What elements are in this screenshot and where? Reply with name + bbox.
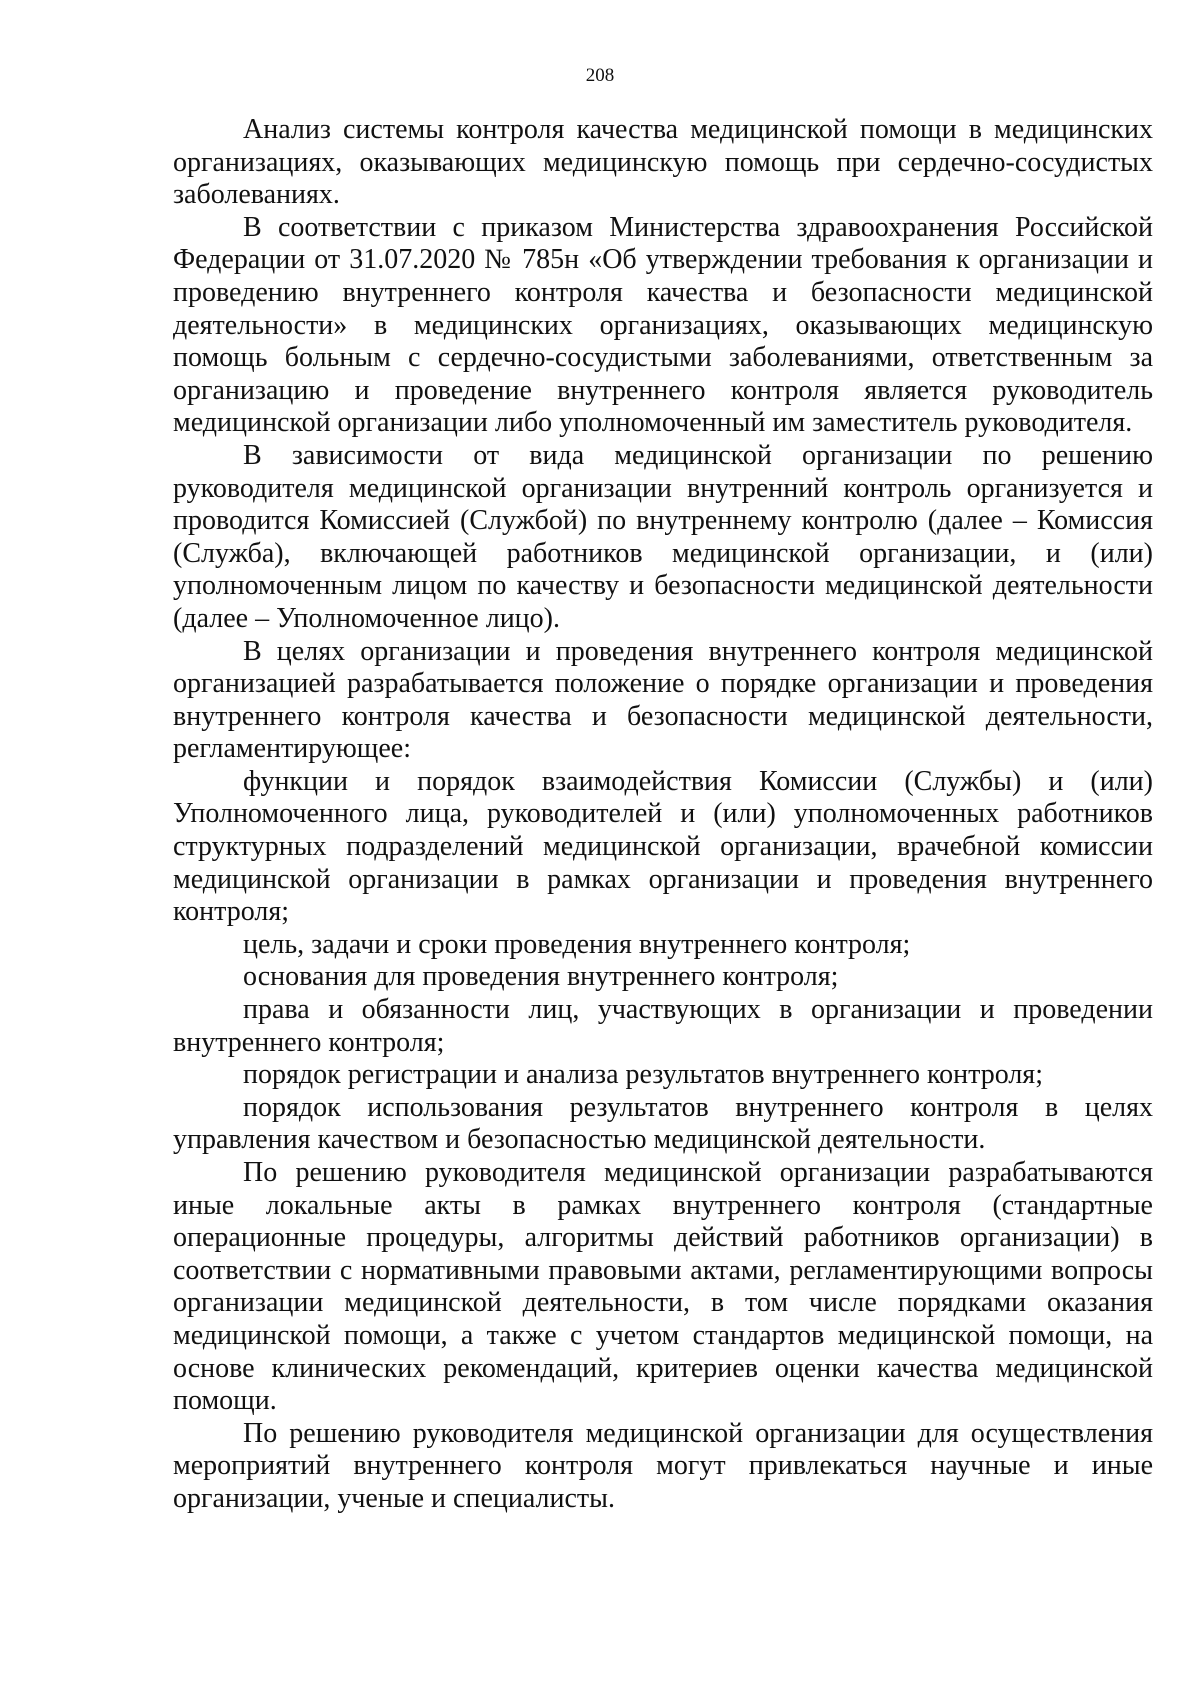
list-item-grounds: основания для проведения внутреннего контроля; bbox=[243, 961, 839, 993]
list-item-goals: цель, задачи и сроки проведения внутреннего контроля; bbox=[243, 928, 911, 960]
list-item-usage: порядок использования результатов внутреннего контроля в целях управления качеством и безопасностью медицинской деятельности. bbox=[173, 1091, 1153, 1156]
list-item-rights: права и обязанности лиц, участвующих в организации и проведении внутреннего контроля; bbox=[173, 994, 1153, 1058]
paragraph-local-acts: По решению руководителя медицинской организации разрабатываются иные локальные акты в рамках внутреннего контроля (стандартные операционные процедуры, алгоритмы действий работников организации) в соответствии с нормативными правовыми актами, регламентирующими вопросы организации медицинской деятельности, в том числе порядками оказания медицинской помощи, а также с учетом стандартов медицинской помощи, на основе клинических рекомендаций, критериев оценки качества медицинской помощи. bbox=[173, 1157, 1153, 1417]
document-body bbox=[173, 114, 1153, 1516]
page-number: 208 bbox=[585, 65, 615, 86]
paragraph-regulation: В целях организации и проведения внутреннего контроля медицинской организацией разрабатывается положение о порядке организации и проведения внутреннего контроля качества и безопасности медицинской деятельности, регламентирующее: bbox=[173, 635, 1153, 765]
paragraph-external-organizations: По решению руководителя медицинской организации для осуществления мероприятий внутреннего контроля могут привлекаться научные и иные организации, ученые и специалисты. bbox=[173, 1417, 1153, 1514]
paragraph-heading-analysis: Анализ системы контроля качества медицинской помощи в медицинских организациях, оказывающих медицинскую помощь при сердечно-сосудистых заболеваниях. bbox=[173, 114, 1153, 211]
paragraph-order-785n: В соответствии с приказом Министерства здравоохранения Российской Федерации от 31.07.2020 № 785н «Об утверждении требования к организации и проведению внутреннего контроля качества и безопасности медицинской деятельности» в медицинских организациях, оказывающих медицинскую помощь больным с сердечно-сосудистыми заболеваниями, ответственным за организацию и проведение внутреннего контроля является руководитель медицинской организации либо уполномоченный им заместитель руководителя. bbox=[173, 211, 1153, 439]
list-item-functions: функции и порядок взаимодействия Комиссии (Службы) и (или) Уполномоченного лица, руководителей и (или) уполномоченных работников структурных подразделений медицинской организации, врачебной комиссии медицинской организации в рамках организации и проведения внутреннего контроля; bbox=[173, 765, 1153, 928]
list-item-registration: порядок регистрации и анализа результатов внутреннего контроля; bbox=[243, 1059, 1043, 1091]
paragraph-commission: В зависимости от вида медицинской организации по решению руководителя медицинской организации внутренний контроль организуется и проводится Комиссией (Службой) по внутреннему контролю (далее – Комиссия (Служба), включающей работников медицинской организации, и (или) уполномоченным лицом по качеству и безопасности медицинской деятельности (далее – Уполномоченное лицо). bbox=[173, 439, 1153, 634]
